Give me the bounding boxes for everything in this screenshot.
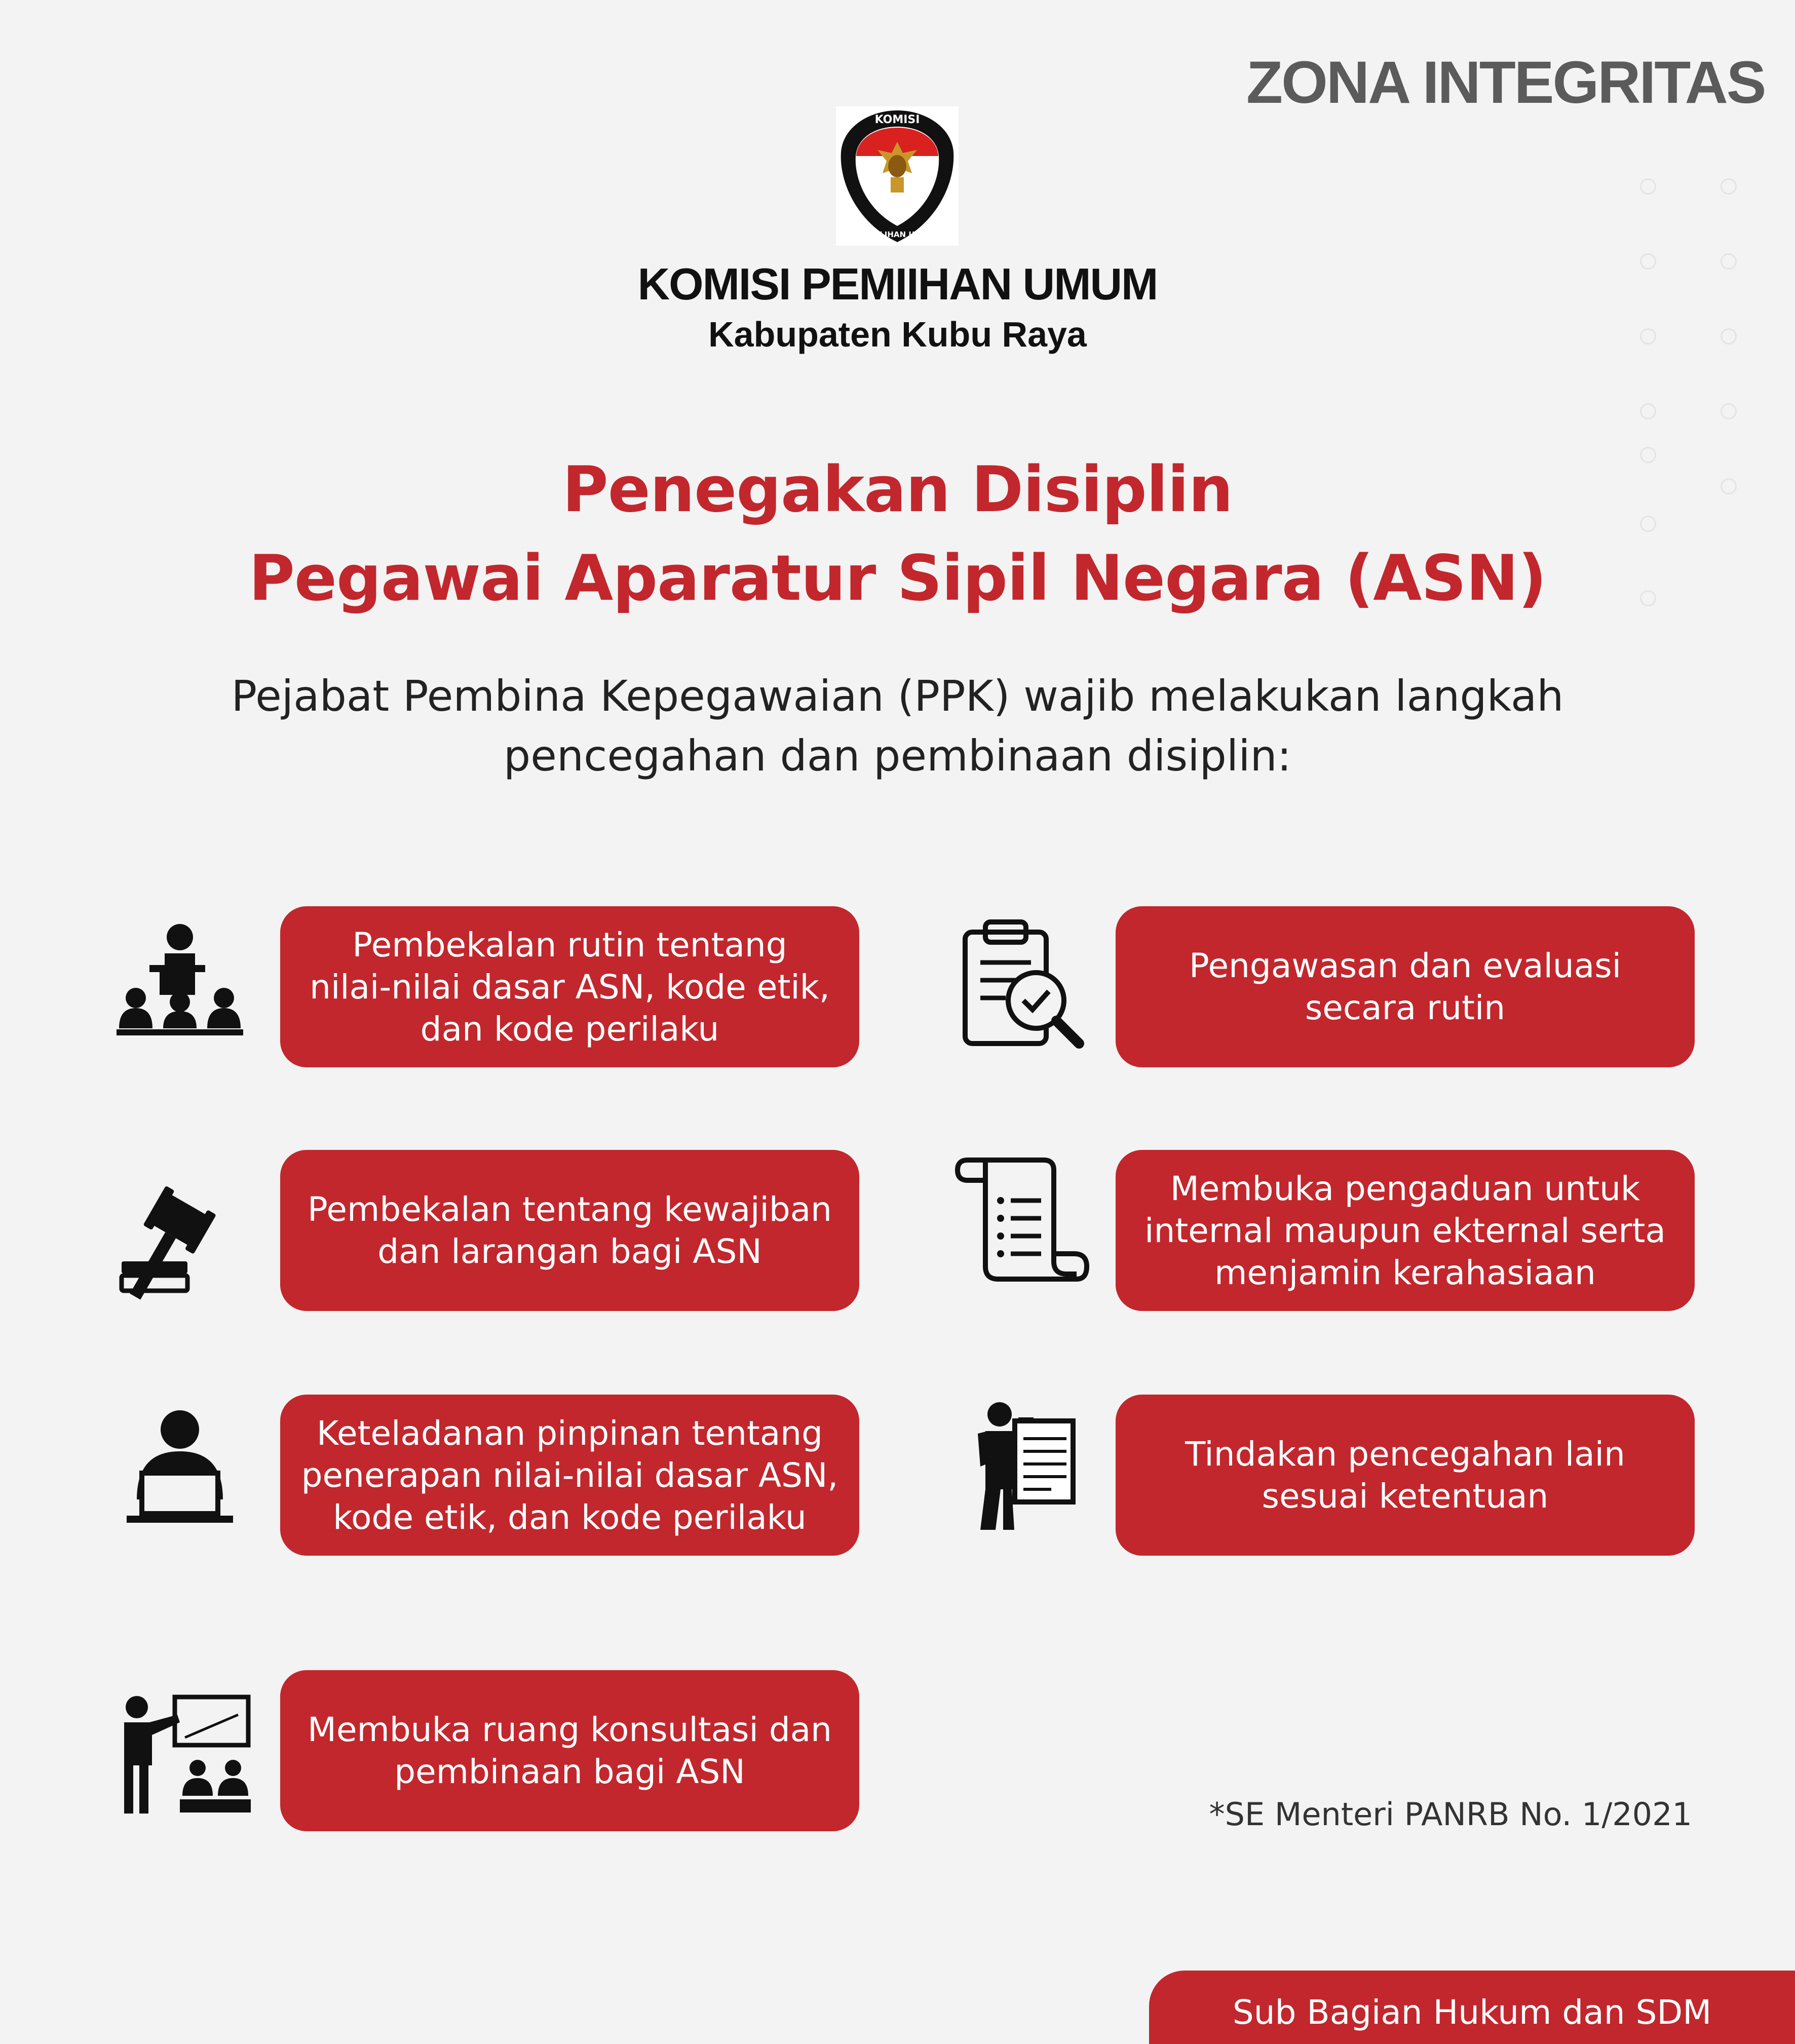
card-item-6-line2: sesuai ketentuan	[1262, 1477, 1549, 1516]
page-title-line2: Pegawai Aparatur Sipil Negara (ASN)	[249, 542, 1546, 615]
card-item-4-line2: internal maupun ekternal serta	[1144, 1211, 1666, 1250]
zona-integritas-brand: ZONA INTEGRITAS	[1246, 49, 1765, 116]
person-checklist-icon	[965, 1398, 1117, 1550]
card-item-4-line3: menjamin kerahasiaan	[1214, 1253, 1596, 1292]
card-item-1-line2: nilai-nilai dasar ASN, kode etik,	[310, 967, 830, 1007]
presentation-icon	[109, 1687, 261, 1839]
gavel-icon	[114, 1175, 266, 1327]
card-item-2	[1116, 906, 1695, 1067]
desk-worker-icon	[106, 1398, 258, 1550]
card-item-5-line2: penerapan nilai-nilai dasar ASN,	[301, 1455, 838, 1495]
card-item-6-line1: Tindakan pencegahan lain	[1185, 1435, 1625, 1474]
card-item-7-line1: Membuka ruang konsultasi dan	[308, 1710, 832, 1749]
card-item-4	[1116, 1150, 1695, 1311]
card-item-7-line2: pembinaan bagi ASN	[394, 1752, 745, 1791]
source-footnote: *SE Menteri PANRB No. 1/2021	[1209, 1796, 1692, 1833]
seminar-icon	[106, 912, 258, 1064]
card-item-2-line2: secara rutin	[1305, 988, 1506, 1027]
card-item-1-line1: Pembekalan rutin tentang	[352, 925, 787, 965]
logo-bottom-text: PEMILIHAN UMUM	[858, 230, 936, 239]
card-item-3	[280, 1150, 859, 1311]
organization-name: KOMISI PEMIIHAN UMUM	[637, 259, 1158, 309]
scroll-document-icon	[952, 1150, 1104, 1302]
card-item-2-line1: Pengawasan dan evaluasi	[1189, 946, 1621, 985]
card-item-7	[280, 1670, 859, 1831]
intro-line2: pencegahan dan pembinaan disiplin:	[503, 731, 1292, 781]
card-item-4-line1: Membuka pengaduan untuk	[1170, 1169, 1640, 1208]
organization-subtitle: Kabupaten Kubu Raya	[708, 315, 1087, 354]
clipboard-search-icon	[952, 912, 1104, 1064]
card-item-3-line1: Pembekalan tentang kewajiban	[307, 1190, 832, 1229]
footer-department-tab: Sub Bagian Hukum dan SDM	[1149, 1971, 1795, 2044]
page-title-line1: Penegakan Disiplin	[562, 453, 1233, 526]
intro-text	[127, 666, 1668, 786]
card-item-5-line1: Keteladanan pinpinan tentang	[316, 1413, 823, 1453]
card-item-5-line3: kode etik, dan kode perilaku	[333, 1497, 807, 1537]
card-item-5	[280, 1395, 859, 1556]
card-item-3-line2: dan larangan bagi ASN	[377, 1232, 762, 1271]
card-item-1	[280, 906, 859, 1067]
card-item-1-line3: dan kode perilaku	[420, 1009, 719, 1049]
card-item-6	[1116, 1395, 1695, 1556]
intro-line1: Pejabat Pembina Kepegawaian (PPK) wajib melakukan langkah	[231, 671, 1564, 721]
logo-top-text: KOMISI	[874, 113, 920, 126]
kpu-logo	[836, 106, 959, 246]
